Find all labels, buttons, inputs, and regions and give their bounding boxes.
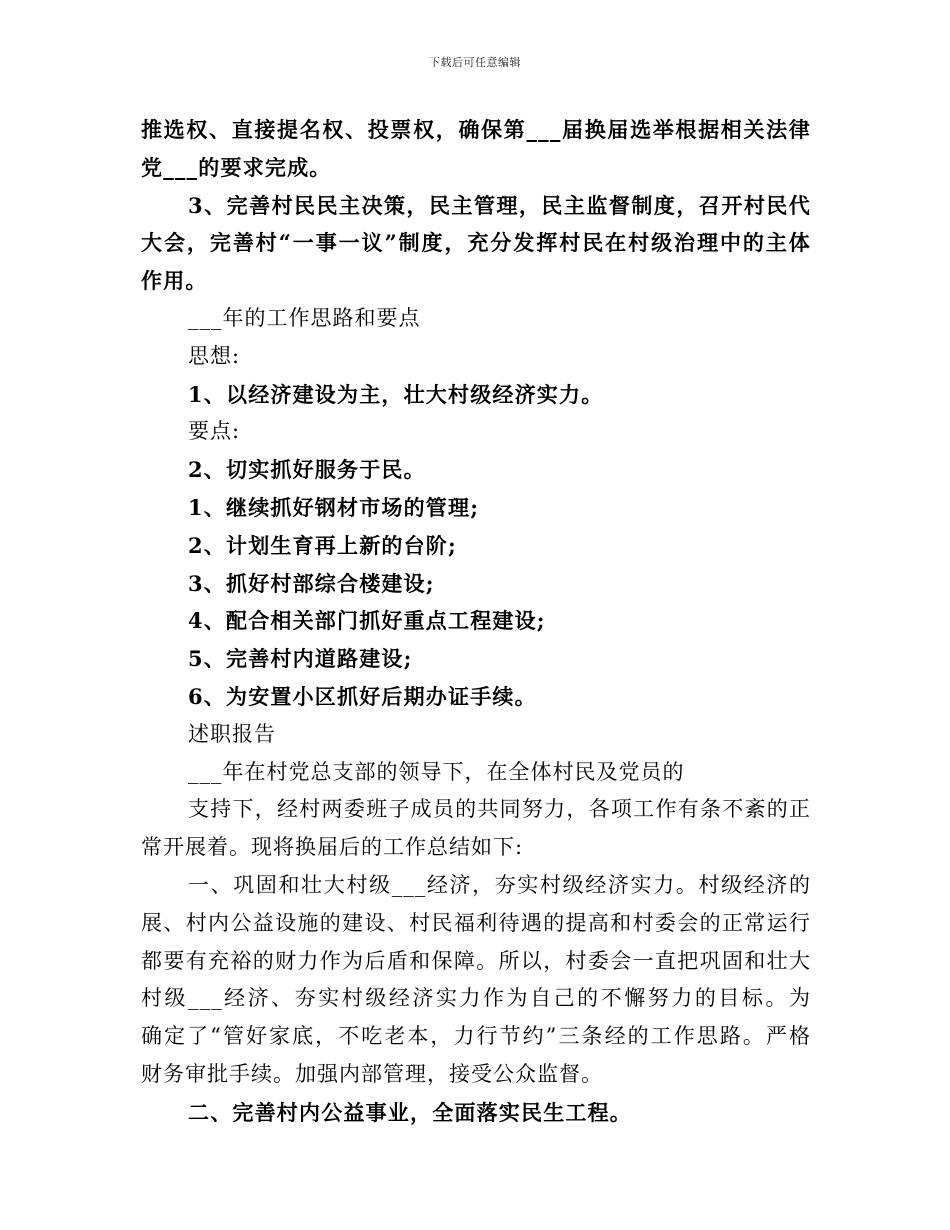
text-line: 思想: bbox=[188, 343, 241, 368]
text-line: 5、完善村内道路建设; bbox=[188, 646, 413, 672]
text-line: 都要有充裕的财力作为后盾和保障。所以，村委会一直把巩固和壮大 bbox=[141, 948, 811, 973]
text-line: 3、抓好村部综合楼建设; bbox=[188, 570, 435, 596]
text-line: 述职报告 bbox=[188, 721, 276, 746]
text-line: ___年的工作思路和要点 bbox=[188, 305, 421, 330]
text-line: 1、以经济建设为主，壮大村级经济实力。 bbox=[188, 381, 604, 407]
text-line: 推选权、直接提名权、投票权，确保第___届换届选举根据相关法律 bbox=[141, 117, 811, 142]
text-line: 4、配合相关部门抓好重点工程建设; bbox=[188, 608, 546, 634]
text-line: 大会，完善村“一事一议”制度，充分发挥村民在村级治理中的主体 bbox=[141, 230, 811, 256]
text-line: 村级___经济、夯实村级经济实力作为自己的不懈努力的目标。为 bbox=[141, 986, 811, 1011]
text-line: 财务审批手续。加强内部管理，接受公众监督。 bbox=[141, 1061, 603, 1086]
text-line: 二、完善村内公益事业，全面落实民生工程。 bbox=[188, 1099, 632, 1125]
text-line: 要点: bbox=[188, 419, 241, 444]
document-body bbox=[141, 111, 811, 1132]
page-header: 下载后可任意编辑 bbox=[429, 56, 521, 69]
text-line: 党___的要求完成。 bbox=[141, 154, 332, 180]
text-line: 支持下，经村两委班子成员的共同努力，各项工作有条不紊的正 bbox=[188, 797, 811, 822]
text-line: 6、为安置小区抓好后期办证手续。 bbox=[188, 683, 537, 709]
text-line: 作用。 bbox=[141, 268, 208, 294]
text-line: ___年在村党总支部的领导下，在全体村民及党员的 bbox=[188, 759, 685, 784]
text-line: 2、计划生育再上新的台阶; bbox=[188, 532, 457, 558]
text-line: 1、继续抓好钢材市场的管理; bbox=[188, 494, 480, 520]
text-line: 常开展着。现将换届后的工作总结如下: bbox=[141, 835, 524, 860]
text-line: 展、村内公益设施的建设、村民福利待遇的提高和村委会的正常运行 bbox=[141, 910, 811, 935]
text-line: 确定了“管好家底，不吃老本，力行节约”三条经的工作思路。严格 bbox=[141, 1024, 811, 1049]
text-line: 3、完善村民民主决策，民主管理，民主监督制度，召开村民代 bbox=[188, 192, 811, 218]
text-line: 一、巩固和壮大村级___经济，夯实村级经济实力。村级经济的 bbox=[188, 872, 811, 897]
text-line: 2、切实抓好服务于民。 bbox=[188, 457, 426, 483]
